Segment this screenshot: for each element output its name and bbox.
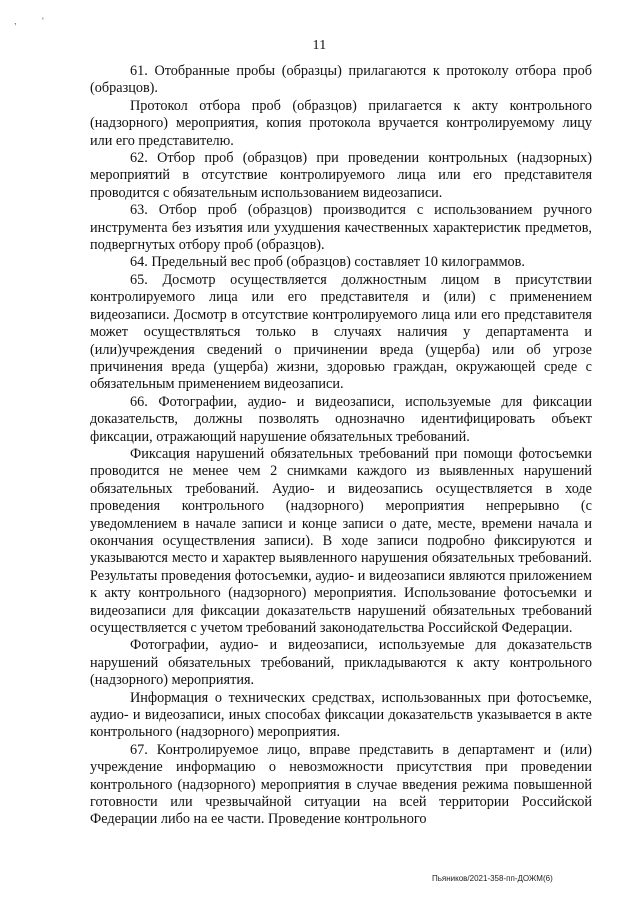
paragraph-64: 64. Предельный вес проб (образцов) составляет 10 килограммов. <box>130 254 525 271</box>
scan-mark: , <box>14 16 17 26</box>
document-footer-code: Пьяников/2021-358-пп-ДОЖМ(6) <box>432 874 553 883</box>
paragraph-protocol: Протокол отбора проб (образцов) прилагается к акту контрольного (надзорного) мероприятия, копия протокола вручается контролируемому лицу или его представителю. <box>90 97 592 149</box>
paragraph-66: 66. Фотографии, аудио- и видеозаписи, используемые для фиксации доказательств, должны позволять однозначно идентифицировать объект фиксации, отражающий нарушение обязательных требований. <box>90 393 592 445</box>
document-body <box>90 63 592 829</box>
paragraph-65: 65. Досмотр осуществляется должностным лицом в присутствии контролируемого лица или его представителя и (или) с применением видеозаписи. Досмотр в отсутствие контролируемого лица или его представителя может осуществляться только в случаях наличия у департамента и (или)учреждения сведений о причинении вреда (ущерба) или об угрозе причинения вреда (ущерба) жизни, здоровью граждан, окружающей среде с обязательным применением видеозаписи. <box>90 271 592 393</box>
paragraph-fixation: Фиксация нарушений обязательных требований при помощи фотосъемки проводится не менее чем 2 снимками каждого из выявленных нарушений обязательных требований. Аудио- и видеозапись осуществляется в ходе проведения контрольного (надзорного) мероприятия непрерывно (с уведомлением в начале записи и конце записи о дате, месте, времени начала и окончания осуществления записи). В ходе записи подробно фиксируются и указываются место и характер выявленного нарушения обязательных требований. Результаты проведения фотосъемки, аудио- и видеозаписи являются приложением к акту контрольного (надзорного) мероприятия. Использование фотосъемки и видеозаписи для фиксации доказательств нарушений обязательных требований осуществляется с учетом требований законодательства Российской Федерации. <box>90 445 592 636</box>
paragraph-62: 62. Отбор проб (образцов) при проведении контрольных (надзорных) мероприятий в отсутствие контролируемого лица или его представителя проводится с обязательным использованием видеозаписи. <box>90 150 592 201</box>
page-number: 11 <box>312 38 327 53</box>
paragraph-63: 63. Отбор проб (образцов) производится с использованием ручного инструмента без изъятия или ухудшения качественных характеристик предметов, подвергнутых отбору проб (образцов). <box>90 202 592 254</box>
paragraph-67: 67. Контролируемое лицо, вправе представить в департамент и (или) учреждение информацию о невозможности присутствия при проведении контрольного (надзорного) мероприятия в случае введения режима повышенной готовности или чрезвычайной ситуации на всей территории Российской Федерации либо на ее части. Проведение контрольного <box>90 741 592 828</box>
paragraph-photos: Фотографии, аудио- и видеозаписи, используемые для доказательств нарушений обязательных требований, прикладываются к акту контрольного (надзорного) мероприятия. <box>90 637 592 689</box>
paragraph-61: 61. Отобранные пробы (образцы) прилагаются к протоколу отбора проб (образцов). <box>90 63 592 97</box>
paragraph-technical-info: Информация о технических средствах, использованных при фотосъемке, аудио- и видеозаписи, иных способах фиксации доказательств указывается в акте контрольного (надзорного) мероприятия. <box>90 689 592 741</box>
scan-mark: ' <box>42 16 44 26</box>
